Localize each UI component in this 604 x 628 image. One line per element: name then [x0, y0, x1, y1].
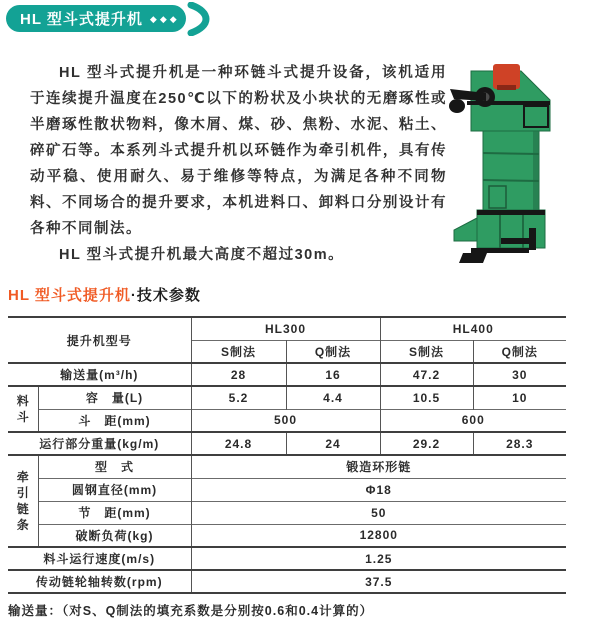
cell-running-weight-v3: 29.2 — [380, 432, 473, 455]
table-row-running-weight — [8, 432, 566, 455]
cell-rod-diameter-label: 圆钢直径(mm) — [38, 478, 191, 501]
table-row-rod-diameter — [8, 478, 566, 501]
intro-text-block — [30, 60, 447, 268]
cell-sprocket-rpm-value: 37.5 — [191, 570, 566, 593]
cell-capacity-v3: 10.5 — [380, 386, 473, 409]
cell-pitch-value: 50 — [191, 501, 566, 524]
swoosh-icon — [187, 2, 215, 36]
table-row-conveying — [8, 363, 566, 386]
table-row-pitch — [8, 501, 566, 524]
cell-sprocket-rpm-label: 传动链轮轴转数(rpm) — [8, 570, 191, 593]
cell-method-q1: Q制法 — [286, 340, 380, 363]
cell-model-hl300: HL300 — [191, 317, 380, 340]
table-row-bucket-speed — [8, 547, 566, 570]
table-row-models — [8, 317, 566, 340]
cell-conveying-v2: 16 — [286, 363, 380, 386]
cell-chain-type-label: 型 式 — [38, 455, 191, 478]
bucket-elevator-photo — [445, 58, 600, 265]
cell-model-label: 提升机型号 — [8, 317, 191, 363]
cell-running-weight-v1: 24.8 — [191, 432, 286, 455]
cell-breaking-load-value: 12800 — [191, 524, 566, 547]
footnote: 输送量：（对S、Q制法的填充系数是分别按0.6和0.4计算的） — [8, 604, 374, 618]
table-row-bucket-pitch — [8, 409, 566, 432]
cell-bucket-speed-value: 1.25 — [191, 547, 566, 570]
cell-pitch-label: 节 距(mm) — [38, 501, 191, 524]
tech-params-table — [8, 316, 566, 594]
cell-bucket-pitch-v2: 600 — [380, 409, 566, 432]
cell-conveying-v3: 47.2 — [380, 363, 473, 386]
section-title-product: HL 型斗式提升机 — [8, 287, 131, 304]
cell-running-weight-v2: 24 — [286, 432, 380, 455]
diamonds-decoration: ◆◆◆ — [149, 14, 180, 24]
cell-chain-type-value: 锻造环形链 — [191, 455, 566, 478]
section-title — [8, 284, 201, 305]
cell-capacity-v2: 4.4 — [286, 386, 380, 409]
cell-group-chain: 牵引链条 — [8, 455, 38, 547]
table-row-capacity — [8, 386, 566, 409]
cell-rod-diameter-value: Φ18 — [191, 478, 566, 501]
cell-capacity-v1: 5.2 — [191, 386, 286, 409]
table-row-sprocket-rpm — [8, 570, 566, 593]
intro-paragraph-2: HL 型斗式提升机最大高度不超过30m。 — [59, 247, 345, 263]
cell-running-weight-v4: 28.3 — [473, 432, 566, 455]
cell-conveying-v1: 28 — [191, 363, 286, 386]
header-pill — [6, 5, 186, 32]
intro-paragraph-1: HL 型斗式提升机是一种环链斗式提升设备，该机适用于连续提升温度在250℃以下的粉状及小块状的无磨琢性或半磨琢性散状物料，像木屑、煤、砂、焦粉、水泥、粘土、碎矿石等。本系列斗式提升机以环链作为牵引机件，具有传动平稳、使用耐久、易于维修等特点，为满足各种不同物料、不同场合的提升要求，本机进料口、卸料口分别设计有各种不同制法。 — [30, 65, 447, 237]
cell-breaking-load-label: 破断负荷(kg) — [38, 524, 191, 547]
table-row-breaking-load — [8, 524, 566, 547]
cell-bucket-speed-label: 料斗运行速度(m/s) — [8, 547, 191, 570]
cell-capacity-v4: 10 — [473, 386, 566, 409]
elevator-column — [483, 131, 539, 220]
cell-group-bucket: 料斗 — [8, 386, 38, 432]
cell-conveying-v4: 30 — [473, 363, 566, 386]
cell-bucket-pitch-v1: 500 — [191, 409, 380, 432]
cell-conveying-label: 输送量(m³/h) — [8, 363, 191, 386]
page-title: HL 型斗式提升机 — [20, 11, 143, 28]
outlet-chute — [524, 106, 548, 127]
cell-bucket-pitch-label: 斗 距(mm) — [38, 409, 191, 432]
cell-method-q2: Q制法 — [473, 340, 566, 363]
cell-model-hl400: HL400 — [380, 317, 566, 340]
feed-hopper — [454, 218, 477, 241]
section-title-suffix: ·技术参数 — [130, 287, 201, 304]
cell-method-s2: S制法 — [380, 340, 473, 363]
cell-method-s1: S制法 — [191, 340, 286, 363]
cell-running-weight-label: 运行部分重量(kg/m) — [8, 432, 191, 455]
cell-capacity-label: 容 量(L) — [38, 386, 191, 409]
table-row-chain-type — [8, 455, 566, 478]
